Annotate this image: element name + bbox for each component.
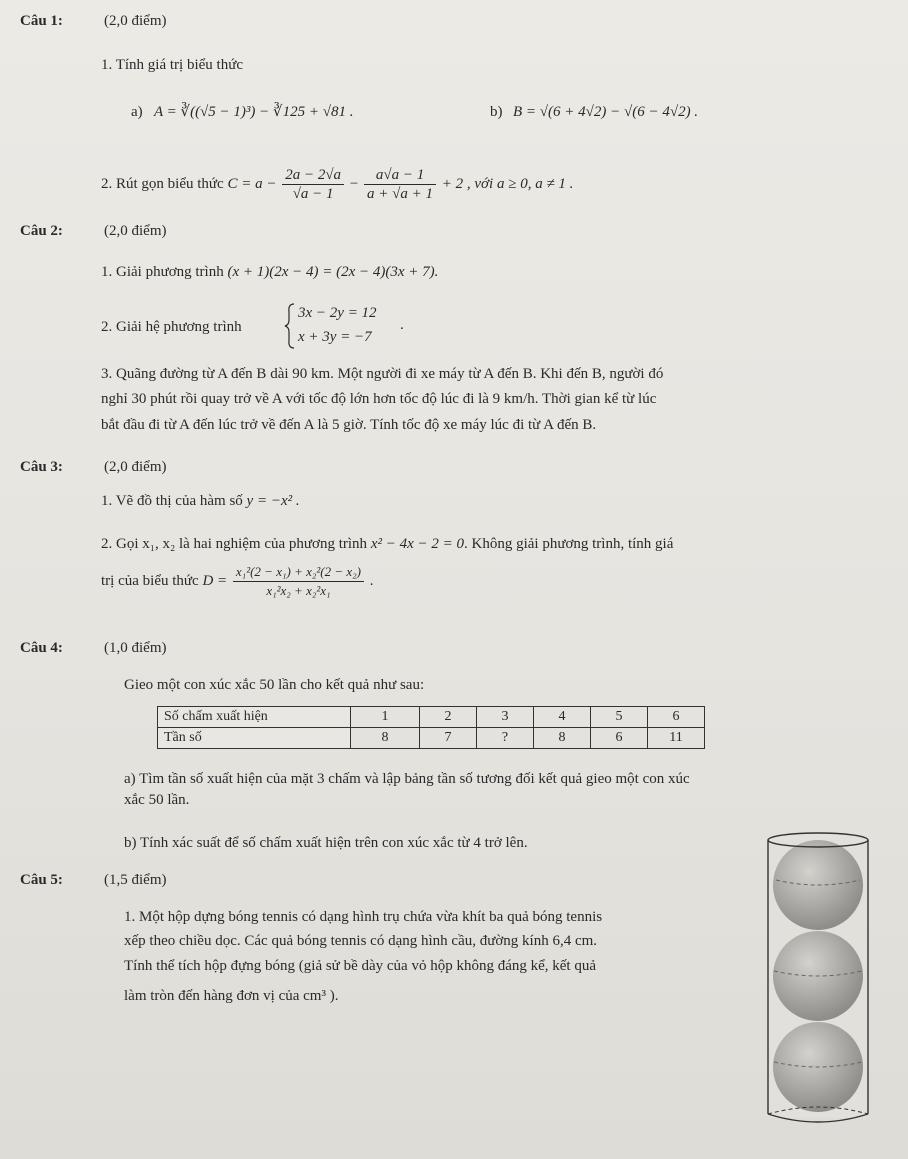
q2-label: Câu 2:	[20, 223, 63, 239]
q4-intro: Gieo một con xúc xắc 50 lần cho kết quả như sau:	[124, 677, 425, 693]
q3-d-label: D =	[202, 573, 228, 589]
tennis-can-illustration	[762, 830, 874, 1130]
q3-part2-line2-lead: trị của biểu thức	[101, 573, 199, 589]
q4-part-a-line2: xắc 50 lần.	[124, 792, 190, 808]
frequency-table	[157, 706, 705, 749]
q2-part3-line3: bắt đầu đi từ A đến lúc trở về đến A là 5 giờ. Tính tốc độ xe máy lúc đi từ A đến B.	[101, 417, 597, 433]
brace-icon	[284, 302, 296, 350]
q3-part1	[101, 492, 300, 510]
q5-line3: Tính thể tích hộp đựng bóng (giả sử bề dày của vỏ hộp không đáng kể, kết quả	[124, 958, 596, 974]
table-cell: 6	[591, 728, 648, 749]
q2-equation-1: 3x − 2y = 12	[298, 305, 377, 321]
q1-part1: 1. Tính giá trị biểu thức	[101, 57, 243, 73]
q3-d-fraction	[233, 563, 364, 600]
q2-equation-2: x + 3y = −7	[298, 329, 372, 345]
q5-line2: xếp theo chiều dọc. Các quả bóng tennis có dạng hình cầu, đường kính 6,4 cm.	[124, 933, 598, 949]
table-cell: 7	[420, 728, 477, 749]
table-cell: 8	[351, 728, 420, 749]
q2-system-dot: .	[400, 317, 404, 333]
q2-part3-line2: nghỉ 30 phút rồi quay trở về A với tốc độ lớn hơn tốc độ lúc đi là 9 km/h. Thời gian kể từ lúc	[101, 391, 657, 407]
q1-a-label: a)	[131, 104, 143, 120]
q4-part-b: b) Tính xác suất để số chấm xuất hiện trên con xúc xắc từ 4 trở lên.	[124, 835, 528, 851]
q1-points: (2,0 điểm)	[104, 13, 167, 29]
q3-label: Câu 3:	[20, 459, 63, 475]
q4-label: Câu 4:	[20, 640, 63, 656]
q5-line4: làm tròn đến hàng đơn vị của cm³ ).	[124, 988, 339, 1004]
q1-part2-tail: + 2 , với a ≥ 0, a ≠ 1 .	[441, 176, 574, 192]
q2-part1-expression: (x + 1)(2x − 4) = (2x − 4)(3x + 7).	[227, 264, 439, 280]
q5-label: Câu 5:	[20, 872, 63, 888]
q3-d-denominator: x₁²x₂ + x₂²x₁	[266, 583, 331, 599]
q3-part2-line1-a: 2. Gọi x₁, x₂ là hai nghiệm của phương trình	[101, 536, 368, 552]
table-cell: 8	[534, 728, 591, 749]
q4-part-a-line1: a) Tìm tần số xuất hiện của mặt 3 chấm và lập bảng tần số tương đối kết quả gieo một con xúc	[124, 771, 690, 787]
q2-part3-line1: 3. Quãng đường từ A đến B dài 90 km. Một người đi xe máy từ A đến B. Khi đến B, người đó	[101, 366, 664, 382]
q2-part1	[101, 263, 438, 281]
table-cell: 1	[351, 707, 420, 728]
table-cell: ?	[477, 728, 534, 749]
q3-points: (2,0 điểm)	[104, 459, 167, 475]
table-cell: 6	[648, 707, 705, 728]
q1-b-expression: B = √(6 + 4√2) − √(6 − 4√2) .	[513, 104, 699, 120]
q5-line1: 1. Một hộp dựng bóng tennis có dạng hình trụ chứa vừa khít ba quả bóng tennis	[124, 909, 603, 925]
q3-d-dot: .	[369, 573, 374, 589]
table-header-faces: Số chấm xuất hiện	[158, 707, 351, 728]
q4-points: (1,0 điểm)	[104, 640, 167, 656]
q1-part2-minus: −	[349, 176, 359, 192]
q1-part2-lead: 2. Rút gọn biểu thức	[101, 176, 224, 192]
q1-label: Câu 1:	[20, 13, 63, 29]
q3-part2-line1	[101, 535, 673, 553]
q5-points: (1,5 điểm)	[104, 872, 167, 888]
q3-part2-equation: x² − 4x − 2 = 0	[370, 536, 464, 552]
table-cell: 11	[648, 728, 705, 749]
q1-fraction-1-num: 2a − 2√a	[282, 166, 344, 185]
table-cell: 3	[477, 707, 534, 728]
q3-part1-lead: 1. Vẽ đồ thị của hàm số	[101, 493, 243, 509]
table-row-frequency	[158, 728, 705, 749]
table-row-faces	[158, 707, 705, 728]
table-header-frequency: Tần số	[158, 728, 351, 749]
q1-part2-c: C = a −	[227, 176, 277, 192]
table-cell: 5	[591, 707, 648, 728]
q1-fraction-2	[364, 166, 436, 203]
q1-fraction-1-den: √a − 1	[292, 186, 334, 203]
q1-a-expression: A = ∛((√5 − 1)³) − ∛125 + √81 .	[154, 104, 354, 120]
q1-fraction-2-num: a√a − 1	[364, 166, 436, 185]
q3-part1-expression: y = −x² .	[246, 493, 300, 509]
q1-part2	[101, 163, 573, 205]
table-cell: 2	[420, 707, 477, 728]
q3-part2-line1-b: . Không giải phương trình, tính giá	[464, 536, 674, 552]
q1-b-label: b)	[490, 104, 503, 120]
q1-fraction-1	[282, 166, 344, 203]
q1-fraction-2-den: a + √a + 1	[367, 186, 434, 203]
q2-part2-lead: 2. Giải hệ phương trình	[101, 319, 242, 335]
q3-d-numerator: x₁²(2 − x₁) + x₂²(2 − x₂)	[233, 563, 364, 582]
q3-part2-line2	[101, 560, 374, 602]
q2-part1-lead: 1. Giải phương trình	[101, 264, 224, 280]
q2-points: (2,0 điểm)	[104, 223, 167, 239]
table-cell: 4	[534, 707, 591, 728]
